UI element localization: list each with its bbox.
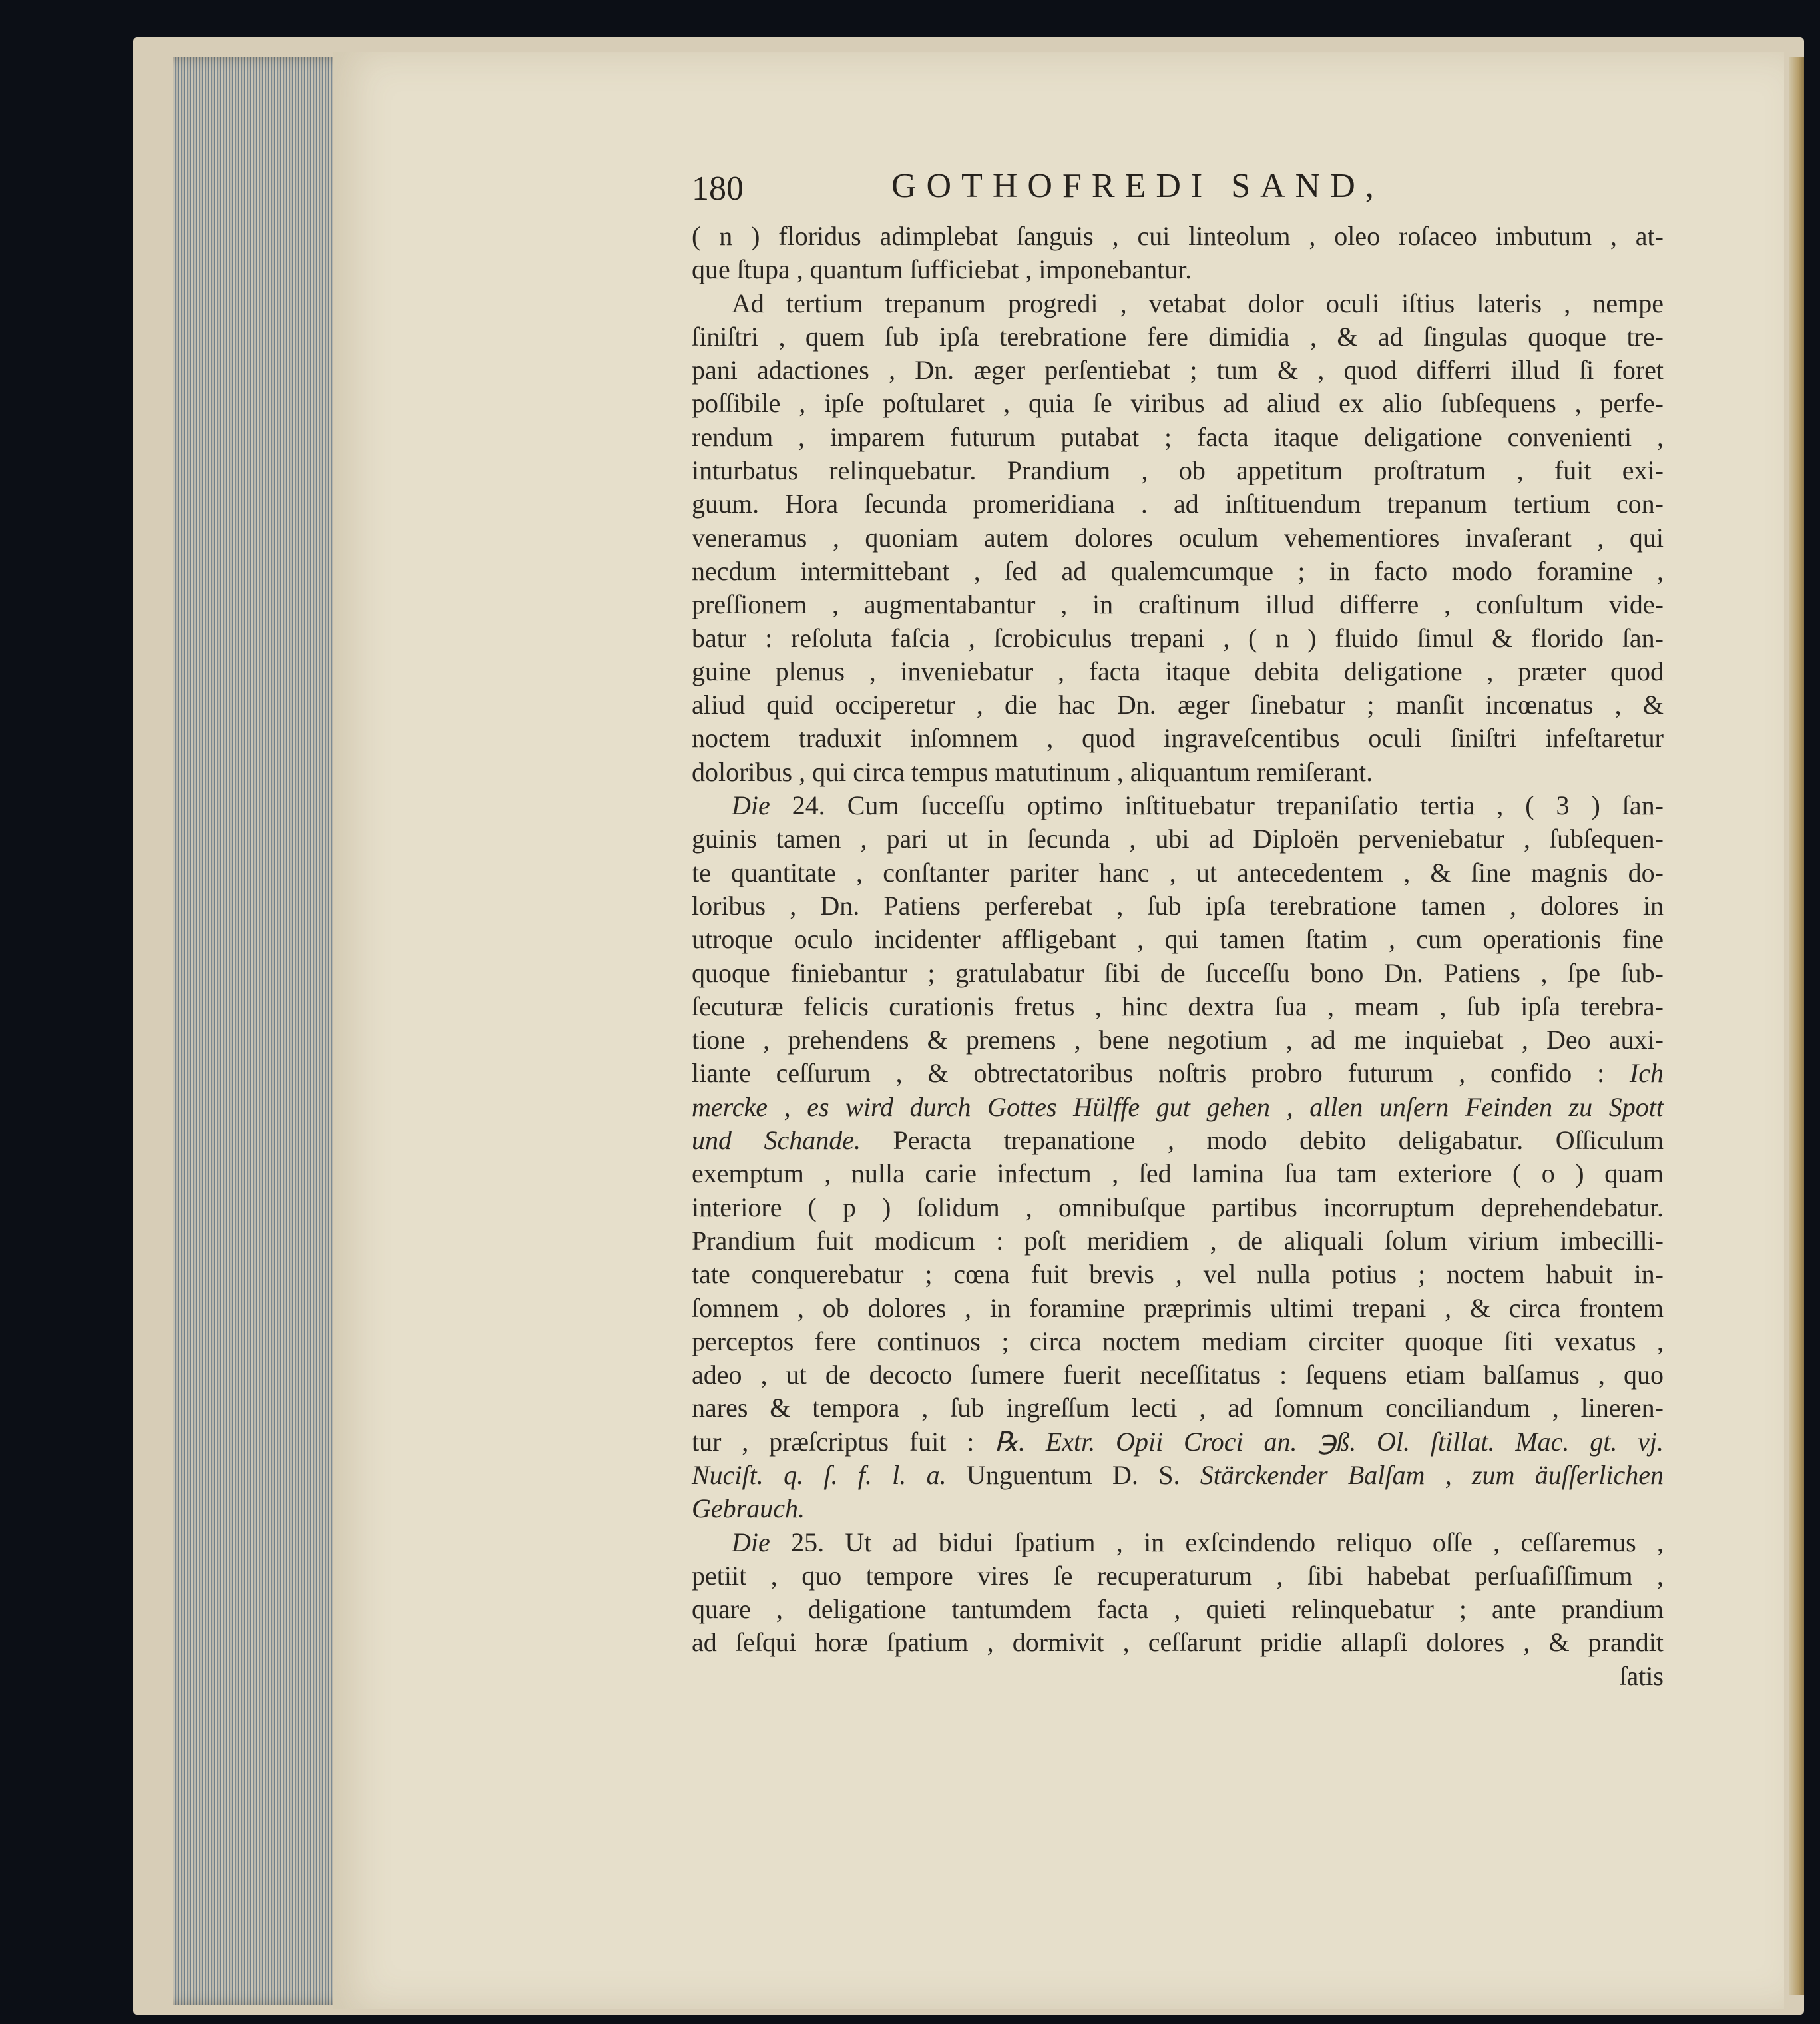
text-line: ſomnem , ob dolores , in foramine præprimis ultimi trepani , & circa frontem <box>692 1292 1664 1323</box>
prescription: ℞. Extr. Opii Croci an. ℈ß. Ol. ſtillat. Mac. gt. vj. <box>974 1426 1664 1457</box>
text-line: liante ceſſurum , & obtrectatoribus noſtris probro futurum , confido : Ich <box>692 1058 1664 1089</box>
text-line: que ſtupa , quantum ſufficiebat , imponebantur. <box>692 254 1192 285</box>
text-line: noctem traduxit inſomnem , quod ingraveſcentibus oculi ſiniſtri infeſtaretur <box>692 723 1664 754</box>
text-line: tione , prehendens & premens , bene negotium , ad me inquiebat , Deo auxi- <box>692 1025 1664 1055</box>
text-line: exemptum , nulla carie infectum , ſed lamina ſua tam exteriore ( o ) quam <box>692 1158 1664 1189</box>
prescription-label: Stärckender Balſam , zum äuſſerlichen <box>1180 1459 1664 1490</box>
text-line: pani adactiones , Dn. æger perſentiebat ; tum & , quod differri illud ſi foret <box>692 355 1664 385</box>
text-line: Die 25. Ut ad bidui ſpatium , in exſcindendo reliquo oſſe , ceſſaremus , <box>732 1527 1664 1557</box>
text-line: guinis tamen , pari ut in ſecunda , ubi ad Diploën perveniebatur , ſubſequen- <box>692 824 1664 854</box>
text-line: und Schande. Peracta trepanatione , modo debito deligabatur. Oſſiculum <box>692 1125 1664 1156</box>
text-line: preſſionem , augmentabantur , in craſtinum illud differre , conſultum vide- <box>692 589 1664 620</box>
text-line: veneramus , quoniam autem dolores oculum vehementiores invaſerant , qui <box>692 522 1664 553</box>
text-line: inturbatus relinquebatur. Prandium , ob appetitum proſtratum , fuit exi- <box>692 455 1664 486</box>
text-line: Die 24. Cum ſucceſſu optimo inſtituebatur trepaniſatio tertia , ( 3 ) ſan- <box>732 790 1664 821</box>
page-number: 180 <box>692 170 744 208</box>
text-line: petiit , quo tempore vires ſe recuperaturum , ſibi habebat perſuaſiſſimum , <box>692 1560 1664 1591</box>
text-line: guum. Hora ſecunda promeridiana . ad inſtituendum trepanum tertium con- <box>692 489 1664 519</box>
text-line: poſſibile , ipſe poſtularet , quia ſe viribus ad aliud ex alio ſubſequens , perfe- <box>692 388 1664 419</box>
text-line: batur : reſoluta faſcia , ſcrobiculus trepani , ( n ) fluido ſimul & florido ſan- <box>692 623 1664 653</box>
text-line: guine plenus , inveniebatur , facta itaque debita deligatione , præter quod <box>692 656 1664 686</box>
date-label: Die <box>732 790 770 821</box>
text-line: ad ſeſqui horæ ſpatium , dormivit , ceſſarunt pridie allapſi dolores , & prandit <box>692 1627 1664 1658</box>
text-line: ( n ) floridus adimplebat ſanguis , cui linteolum , oleo roſaceo imbutum , at- <box>692 221 1664 251</box>
german-quote-line: mercke , es wird durch Gottes Hülffe gut gehen , allen unſern Feinden zu Spott <box>692 1091 1664 1122</box>
text-line: adeo , ut de decocto ſumere fuerit neceſſitatus : ſequens etiam balſamus , quo <box>692 1360 1664 1390</box>
running-title: GOTHOFREDI SAND, <box>891 167 1384 205</box>
text-line: perceptos fere continuos ; circa noctem mediam circiter quoque ſiti vexatus , <box>692 1326 1664 1356</box>
catchword: ſatis <box>1619 1660 1664 1691</box>
prescription: Nuciſt. q. ſ. f. l. a. <box>692 1459 947 1490</box>
text-line: aliud quid occiperetur , die hac Dn. æger ſinebatur ; manſit incœnatus , & <box>692 690 1664 720</box>
text-line: quare , deligatione tantumdem facta , quieti relinquebatur ; ante prandium <box>692 1594 1664 1625</box>
text-line: loribus , Dn. Patiens perferebat , ſub ipſa terebratione tamen , dolores in <box>692 890 1664 921</box>
german-quote: Ich <box>1604 1058 1664 1089</box>
text-line: te quantitate , conſtanter pariter hanc , ut antecedentem , & ſine magnis do- <box>692 857 1664 887</box>
german-quote: und Schande. <box>692 1125 861 1156</box>
running-head <box>692 166 1464 213</box>
text-line: utroque oculo incidenter affligebant , qui tamen ſtatim , cum operationis fine <box>692 924 1664 955</box>
text-line: doloribus , qui circa tempus matutinum , aliquantum remiſerant. <box>692 756 1373 787</box>
text-line: necdum intermittebant , ſed ad qualemcumque ; in facto modo foramine , <box>692 555 1664 586</box>
text-line: ſecuturæ felicis curationis fretus , hinc dextra ſua , meam , ſub ipſa terebra- <box>692 991 1664 1021</box>
german-quote-line: Gebrauch. <box>692 1493 805 1524</box>
text-line: Ad tertium trepanum progredi , vetabat dolor oculi iſtius lateris , nempe <box>732 288 1664 318</box>
body-text <box>692 220 1664 1691</box>
text-line: Nuciſt. q. ſ. f. l. a. Unguentum D. S. Stärckender Balſam , zum äuſſerlichen <box>692 1459 1664 1490</box>
facing-page-edge <box>1789 57 1804 1995</box>
text-line: Prandium fuit modicum : poſt meridiem , de aliquali ſolum virium imbecilli- <box>692 1225 1664 1256</box>
text-line: nares & tempora , ſub ingreſſum lecti , ad ſomnum conciliandum , lineren- <box>692 1393 1664 1423</box>
text-line: tur , præſcriptus fuit : ℞. Extr. Opii Croci an. ℈ß. Ol. ſtillat. Mac. gt. vj. <box>692 1426 1664 1457</box>
text-line: ſiniſtri , quem ſub ipſa terebratione fere dimidia , & ad ſingulas quoque tre- <box>692 321 1664 352</box>
date-label: Die <box>732 1527 770 1557</box>
text-line: rendum , imparem futurum putabat ; facta itaque deligatione convenienti , <box>692 421 1664 452</box>
text-line: tate conquerebatur ; cœna fuit brevis , vel nulla potius ; noctem habuit in- <box>692 1259 1664 1290</box>
text-line: interiore ( p ) ſolidum , omnibuſque partibus incorruptum deprehendebatur. <box>692 1192 1664 1222</box>
text-line: quoque finiebantur ; gratulabatur ſibi de ſucceſſu bono Dn. Patiens , ſpe ſub- <box>692 957 1664 988</box>
